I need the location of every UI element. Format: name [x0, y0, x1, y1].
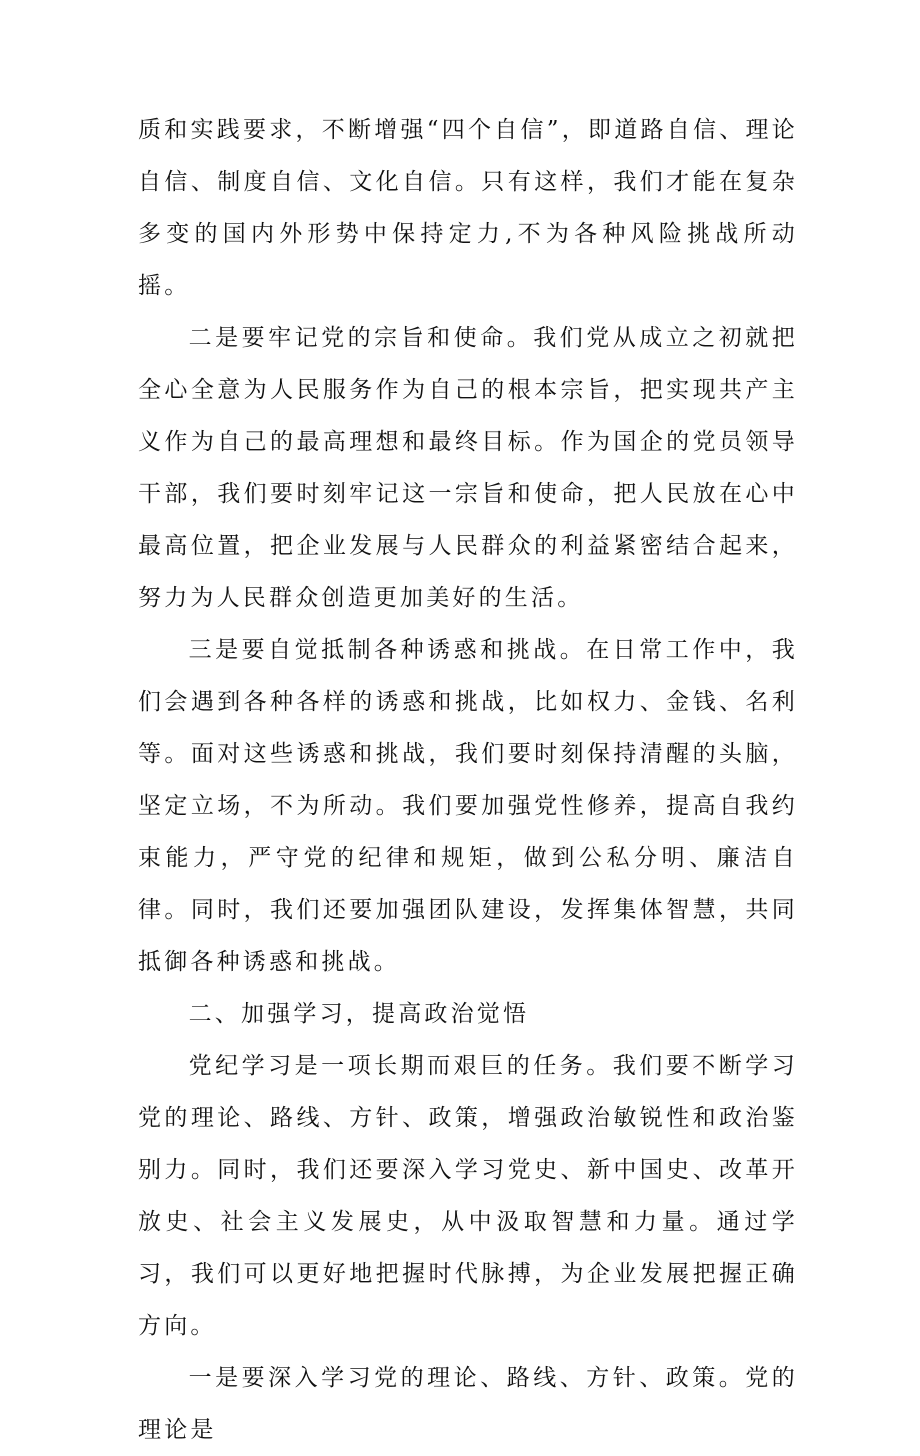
document-body [138, 104, 798, 1456]
paragraph-party-discipline-learning: 党纪学习是一项长期而艰巨的任务。我们要不断学习党的理论、路线、方针、政策，增强政治敏锐性和政治鉴别力。同时，我们还要深入学习党史、新中国史、改革开放史、社会主义发展史，从中汲取智慧和力量。通过学习，我们可以更好地把握时代脉搏，为企业发展把握正确方向。 [138, 1053, 798, 1339]
paragraph-continuation: 质和实践要求，不断增强“四个自信”，即道路自信、理论自信、制度自信、文化自信。只有这样，我们才能在复杂多变的国内外形势中保持定力,不为各种风险挑战所动摇。 [138, 117, 798, 299]
section-heading-strengthen-learning: 二、加强学习，提高政治觉悟 [188, 1001, 530, 1027]
paragraph-study-party-theory: 一是要深入学习党的理论、路线、方针、政策。党的理论是 [138, 1365, 798, 1443]
paragraph-resist-temptations: 三是要自觉抵制各种诱惑和挑战。在日常工作中，我们会遇到各种各样的诱惑和挑战，比如权力、金钱、名利等。面对这些诱惑和挑战，我们要时刻保持清醒的头脑，坚定立场，不为所动。我们要加强党性修养，提高自我约束能力，严守党的纪律和规矩，做到公私分明、廉洁自律。同时，我们还要加强团队建设，发挥集体智慧，共同抵御各种诱惑和挑战。 [138, 637, 798, 975]
paragraph-party-purpose-mission: 二是要牢记党的宗旨和使命。我们党从成立之初就把全心全意为人民服务作为自己的根本宗旨，把实现共产主义作为自己的最高理想和最终目标。作为国企的党员领导干部，我们要时刻牢记这一宗旨和使命，把人民放在心中最高位置，把企业发展与人民群众的利益紧密结合起来，努力为人民群众创造更加美好的生活。 [138, 325, 798, 611]
